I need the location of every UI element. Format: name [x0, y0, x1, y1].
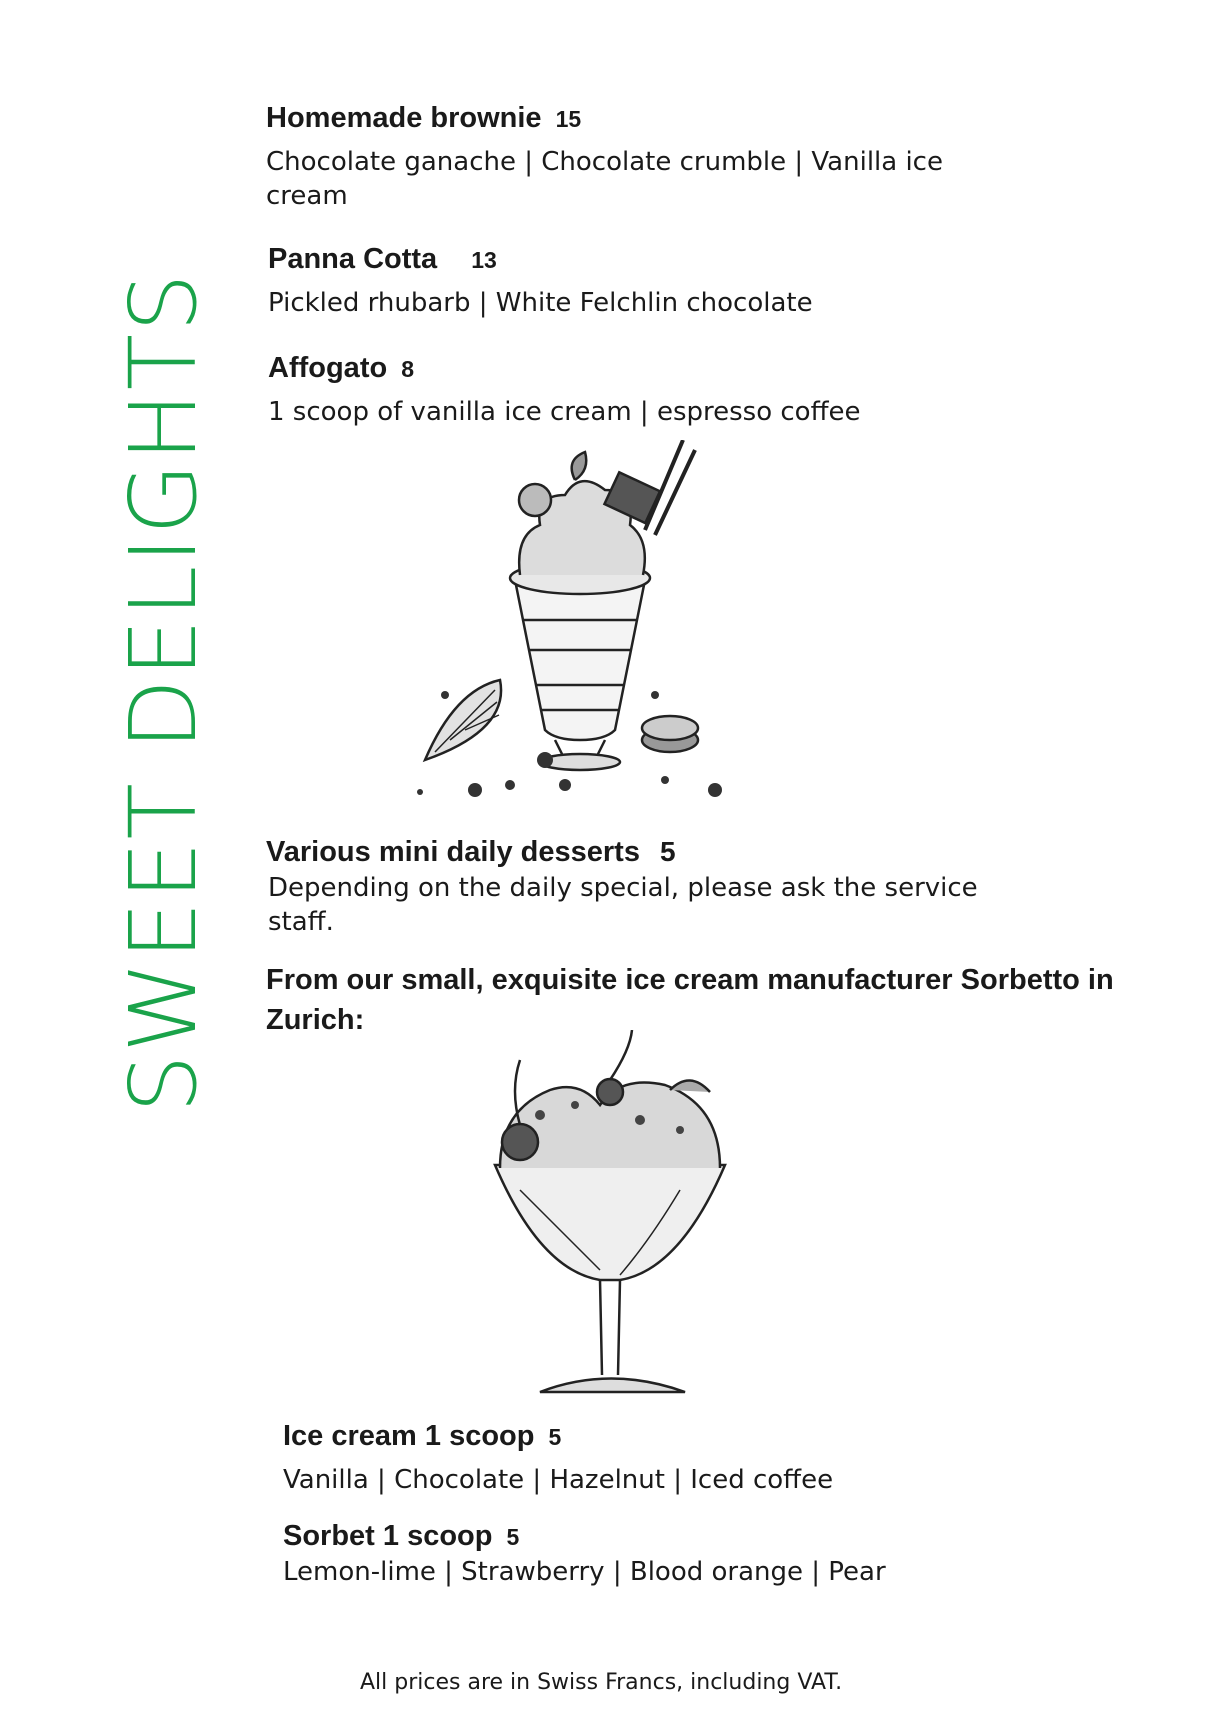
menu-item-ice-cream [283, 1420, 1003, 1497]
ice-cream-coupe-illustration [480, 1030, 740, 1400]
parfait-sundae-illustration [415, 440, 745, 800]
item-name: Homemade brownie [266, 102, 542, 134]
menu-item-mini-desserts [266, 836, 986, 939]
item-description: Depending on the daily special, please ask the service staff. [268, 873, 978, 937]
item-price: 8 [401, 356, 414, 382]
menu-item-panna-cotta [268, 243, 988, 320]
item-price: 5 [659, 836, 676, 867]
item-price: 5 [506, 1524, 520, 1550]
side-title: SWEET DELIGHTS [110, 271, 217, 1113]
item-name: Sorbet 1 scoop [283, 1520, 493, 1552]
sorbetto-intro: From our small, exquisite ice cream manufacturer Sorbetto in Zurich: [266, 964, 1114, 1036]
menu-item-brownie [266, 102, 986, 213]
item-name: Affogato [268, 352, 388, 384]
item-description: Pickled rhubarb | White Felchlin chocolate [268, 288, 813, 318]
item-name: Panna Cotta [268, 243, 438, 275]
item-price: 13 [471, 247, 497, 273]
menu-item-sorbet [283, 1520, 1003, 1589]
item-description: Chocolate ganache | Chocolate crumble | Vanilla ice cream [266, 147, 943, 211]
menu-item-affogato [268, 352, 988, 429]
item-description: 1 scoop of vanilla ice cream | espresso coffee [268, 397, 861, 427]
item-name: Ice cream 1 scoop [283, 1420, 535, 1452]
item-description: Lemon-lime | Strawberry | Blood orange | Pear [283, 1557, 886, 1587]
footer-note: All prices are in Swiss Francs, including VAT. [360, 1670, 843, 1695]
item-name: Various mini daily desserts [266, 836, 640, 868]
item-price: 5 [548, 1424, 562, 1450]
item-description: Vanilla | Chocolate | Hazelnut | Iced coffee [283, 1465, 834, 1495]
item-price: 15 [555, 106, 582, 132]
